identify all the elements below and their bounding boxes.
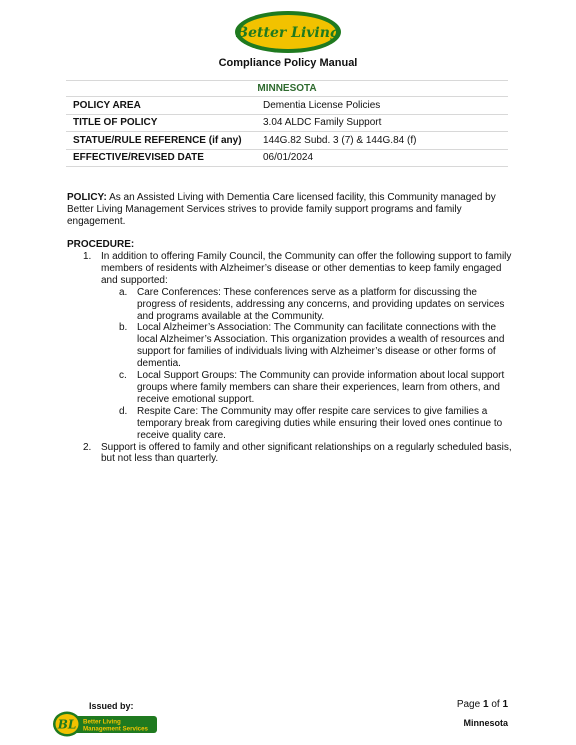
item-text: In addition to offering Family Council, the Community can offer the following support to family members of residents with Alzheimer’s disease or other dementias to keep family engaged and supported: (101, 251, 512, 286)
list-item (67, 251, 513, 287)
sub-list-item (67, 406, 513, 442)
item-number: 2. (83, 441, 92, 453)
row-value: 3.04 ALDC Family Support (256, 114, 508, 132)
table-row (66, 149, 508, 167)
better-living-management-logo (52, 711, 158, 737)
subitem-letter: c. (119, 370, 127, 382)
subitem-letter: d. (119, 405, 128, 417)
list-item (67, 442, 513, 466)
svg-text:Management Services: Management Services (83, 725, 148, 733)
issued-by-label: Issued by: (89, 701, 134, 711)
svg-text:Better Living: Better Living (236, 25, 340, 41)
sub-list-item (67, 370, 513, 406)
subitem-text: Local Support Groups: The Community can provide information about local support groups where family members can share their experiences, learn from others, and receive emotional support. (137, 370, 505, 405)
table-row (66, 97, 508, 115)
better-living-logo (234, 10, 342, 54)
subitem-letter: a. (119, 286, 128, 298)
sub-list-item (67, 287, 513, 323)
row-value: 06/01/2024 (256, 149, 508, 167)
sub-list-item (67, 322, 513, 370)
item-text: Support is offered to family and other significant relationships on a regularly scheduled basis, but not less than quarterly. (101, 441, 512, 465)
table-row (66, 114, 508, 132)
manual-title: Compliance Policy Manual (218, 57, 358, 69)
svg-text:BL: BL (57, 717, 77, 732)
row-label: POLICY AREA (66, 97, 256, 115)
policy-text: As an Assisted Living with Dementia Care licensed facility, this Community managed by Better Living Management Services strives to provide family support programs and family engagement. (67, 192, 496, 228)
page-current: 1 (482, 699, 489, 710)
row-value: Dementia License Policies (256, 97, 508, 115)
item-number: 1. (83, 251, 92, 262)
policy-paragraph (67, 192, 513, 229)
page-word: Page (456, 699, 481, 710)
row-label: TITLE OF POLICY (66, 114, 256, 132)
subitem-letter: b. (119, 322, 128, 334)
policy-label: POLICY: (67, 192, 107, 203)
row-label: STATUE/RULE REFERENCE (if any) (66, 132, 256, 150)
procedure-heading: PROCEDURE: (67, 239, 135, 250)
page-of: of (491, 699, 500, 710)
row-label: EFFECTIVE/REVISED DATE (66, 149, 256, 167)
svg-text:Better Living: Better Living (83, 718, 121, 726)
row-value: 144G.82 Subd. 3 (7) & 144G.84 (f) (256, 132, 508, 150)
state-heading: MINNESOTA (66, 80, 508, 96)
subitem-text: Care Conferences: These conferences serve as a platform for discussing the progress of residents, addressing any concerns, and providing updates on services and programs available at the Community. (137, 286, 505, 322)
subitem-text: Local Alzheimer’s Association: The Community can facilitate connections with the local Alzheimer’s Association. This organization provides a wealth of resources and support for families of individuals living with Alzheimer’s disease or other forms of dementia. (137, 322, 505, 370)
subitem-text: Respite Care: The Community may offer respite care services to give families a temporary break from caregiving duties while ensuring their loved ones continue to receive quality care. (137, 405, 503, 441)
page-total: 1 (502, 699, 508, 710)
procedure-list (67, 251, 513, 465)
page-number (457, 699, 508, 710)
policy-info-table (66, 96, 508, 167)
footer-state: Minnesota (463, 718, 508, 728)
table-row (66, 132, 508, 150)
